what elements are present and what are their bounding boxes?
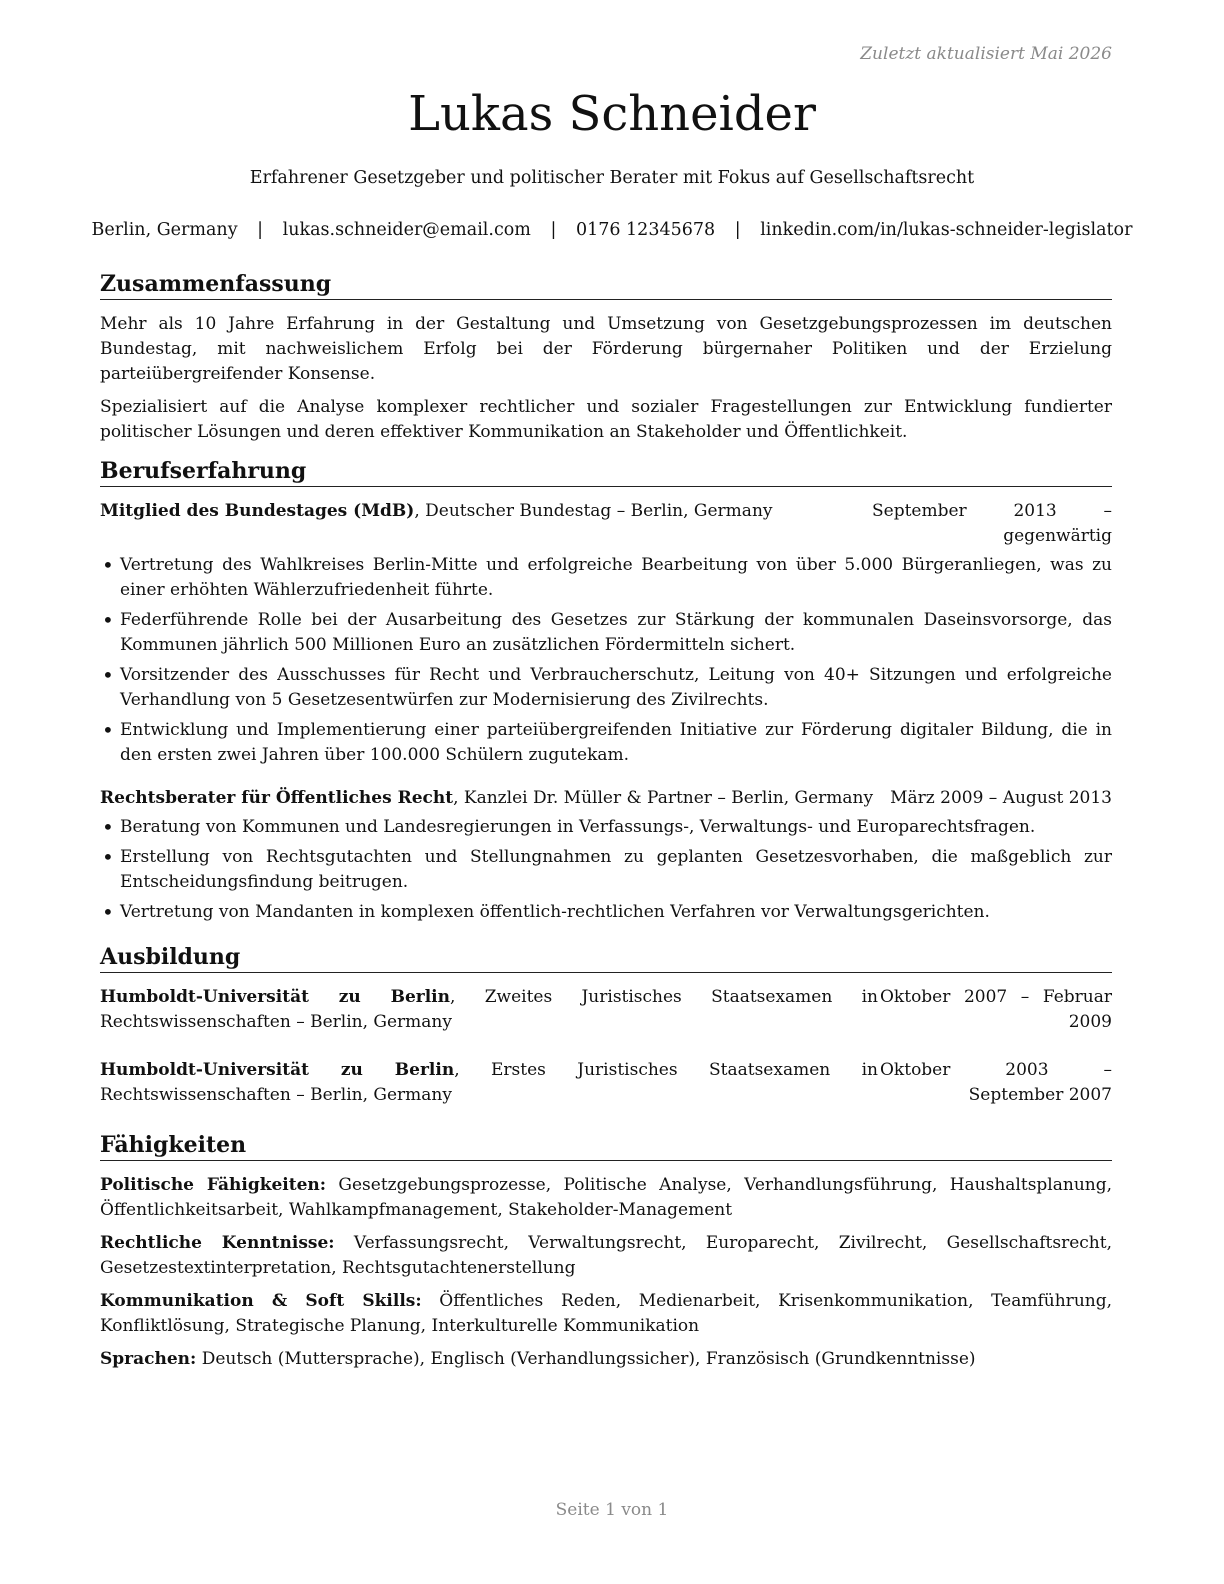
job-organization: , Kanzlei Dr. Müller & Partner – Berlin, Germany [453, 788, 874, 808]
contact-separator: | [734, 220, 741, 240]
summary-section [100, 270, 1112, 445]
candidate-tagline: Erfahrener Gesetzgeber und politischer Berater mit Fokus auf Gesellschaftsrecht [249, 168, 975, 188]
education-degree: , Erstes Juristisches Staatsexamen in Rechtswissenschaften – Berlin, Germany [100, 1060, 878, 1105]
job-entry [100, 786, 1112, 925]
education-entry [100, 1058, 1112, 1108]
job-role: Rechtsberater für Öffentliches Recht [100, 788, 454, 808]
resume-body [100, 270, 1112, 1384]
skill-group-label: Kommunikation & Soft Skills: [100, 1291, 422, 1311]
job-bullet: • Erstellung von Rechtsgutachten und Stellungnahmen zu geplanten Gesetzesvorhaben, die maßgeblich zur Entscheidungsfindung beitrugen. [100, 845, 1112, 895]
education-school: Humboldt-Universität zu Berlin [100, 1060, 455, 1080]
job-organization: , Deutscher Bundestag – Berlin, Germany [414, 501, 773, 521]
job-bullet: • Vertretung des Wahlkreises Berlin-Mitte und erfolgreiche Bearbeitung von über 5.000 Bürgeranliegen, was zu einer erhöhten Wählerzufriedenheit führte. [100, 553, 1112, 603]
job-bullets [100, 553, 1112, 768]
section-title-summary: Zusammenfassung [100, 270, 1112, 300]
skill-group [100, 1173, 1112, 1223]
last-updated-note: Zuletzt aktualisiert Mai 2026 [860, 44, 1112, 64]
education-section [100, 943, 1112, 1108]
skill-group-items: Verfassungsrecht, Verwaltungsrecht, Europarecht, Zivilrecht, Gesellschaftsrecht, Gesetzestextinterpretation, Rechtsgutachtenerstellung [100, 1233, 1112, 1278]
contact-separator: | [257, 220, 264, 240]
candidate-name: Lukas Schneider [408, 86, 816, 142]
contact-email[interactable]: lukas.schneider@email.com [282, 220, 531, 240]
job-dates: März 2009 – August 2013 [890, 788, 1112, 808]
skills-section [100, 1131, 1112, 1372]
contact-phone[interactable]: 0176 12345678 [575, 220, 716, 240]
job-title-line [100, 499, 872, 524]
skill-group-label: Politische Fähigkeiten: [100, 1175, 327, 1195]
job-bullet: • Entwicklung und Implementierung einer parteiübergreifenden Initiative zur Förderung digitaler Bildung, die in den ersten zwei Jahren über 100.000 Schülern zugutekam. [100, 718, 1112, 768]
job-role: Mitglied des Bundestages (MdB) [100, 501, 415, 521]
job-entry [100, 499, 1112, 768]
experience-section [100, 457, 1112, 925]
education-details [100, 985, 878, 1035]
job-bullet: • Federführende Rolle bei der Ausarbeitung des Gesetzes zur Stärkung der kommunalen Daseinsvorsorge, das Kommunen jährlich 500 Millionen Euro an zusätzlichen Fördermitteln sichert. [100, 608, 1112, 658]
section-title-skills: Fähigkeiten [100, 1131, 1112, 1161]
contact-linkedin[interactable]: linkedin.com/in/lukas-schneider-legislator [760, 220, 1133, 240]
education-entry [100, 985, 1112, 1035]
page-number: Seite 1 von 1 [555, 1500, 669, 1520]
job-bullet: • Vertretung von Mandanten in komplexen öffentlich-rechtlichen Verfahren vor Verwaltungsgerichten. [100, 900, 1112, 925]
education-degree: , Zweites Juristisches Staatsexamen in Rechtswissenschaften – Berlin, Germany [100, 987, 878, 1032]
skill-group-items: Öffentliches Reden, Medienarbeit, Krisenkommunikation, Teamführung, Konfliktlösung, Strategische Planung, Interkulturelle Kommunikation [100, 1291, 1112, 1336]
skill-group [100, 1347, 1112, 1372]
skill-group-label: Rechtliche Kenntnisse: [100, 1233, 335, 1253]
contact-separator: | [550, 220, 557, 240]
skill-group-items: Deutsch (Muttersprache), Englisch (Verhandlungssicher), Französisch (Grundkenntnisse) [196, 1349, 976, 1369]
education-dates: Oktober 2007 – Februar 2009 [880, 987, 1112, 1032]
education-school: Humboldt-Universität zu Berlin [100, 987, 450, 1007]
job-dates: September 2013 – gegenwärtig [872, 501, 1112, 546]
skill-group [100, 1289, 1112, 1339]
education-dates: Oktober 2003 – September 2007 [880, 1060, 1112, 1105]
job-bullet: • Vorsitzender des Ausschusses für Recht und Verbraucherschutz, Leitung von 40+ Sitzungen und erfolgreiche Verhandlung von 5 Gesetzesentwürfen zur Modernisierung des Zivilrechts. [100, 663, 1112, 713]
section-title-education: Ausbildung [100, 943, 1112, 973]
job-title-line [100, 786, 890, 811]
summary-paragraph: Mehr als 10 Jahre Erfahrung in der Gestaltung und Umsetzung von Gesetzgebungsprozessen im deutschen Bundestag, mit nachweislichem Erfolg bei der Förderung bürgernaher Politiken und der Erzielung parteiübergreifender Konsense. [100, 314, 1112, 384]
job-bullet: • Beratung von Kommunen und Landesregierungen in Verfassungs-, Verwaltungs- und Europarechtsfragen. [100, 815, 1112, 840]
skill-group-items: Gesetzgebungsprozesse, Politische Analyse, Verhandlungsführung, Haushaltsplanung, Öffentlichkeitsarbeit, Wahlkampfmanagement, Stakeholder-Management [100, 1175, 1112, 1220]
contact-location: Berlin, Germany [91, 220, 238, 240]
education-details [100, 1058, 878, 1108]
contact-line [0, 220, 1224, 240]
skill-group-label: Sprachen: [100, 1349, 197, 1369]
skill-group [100, 1231, 1112, 1281]
section-title-experience: Berufserfahrung [100, 457, 1112, 487]
job-bullets [100, 815, 1112, 925]
job-header [100, 499, 1112, 549]
summary-paragraph: Spezialisiert auf die Analyse komplexer rechtlicher und sozialer Fragestellungen zur Entwicklung fundierter politischer Lösungen und deren effektiver Kommunikation an Stakeholder und Öffentlichkeit. [100, 397, 1112, 442]
job-header [100, 786, 1112, 811]
